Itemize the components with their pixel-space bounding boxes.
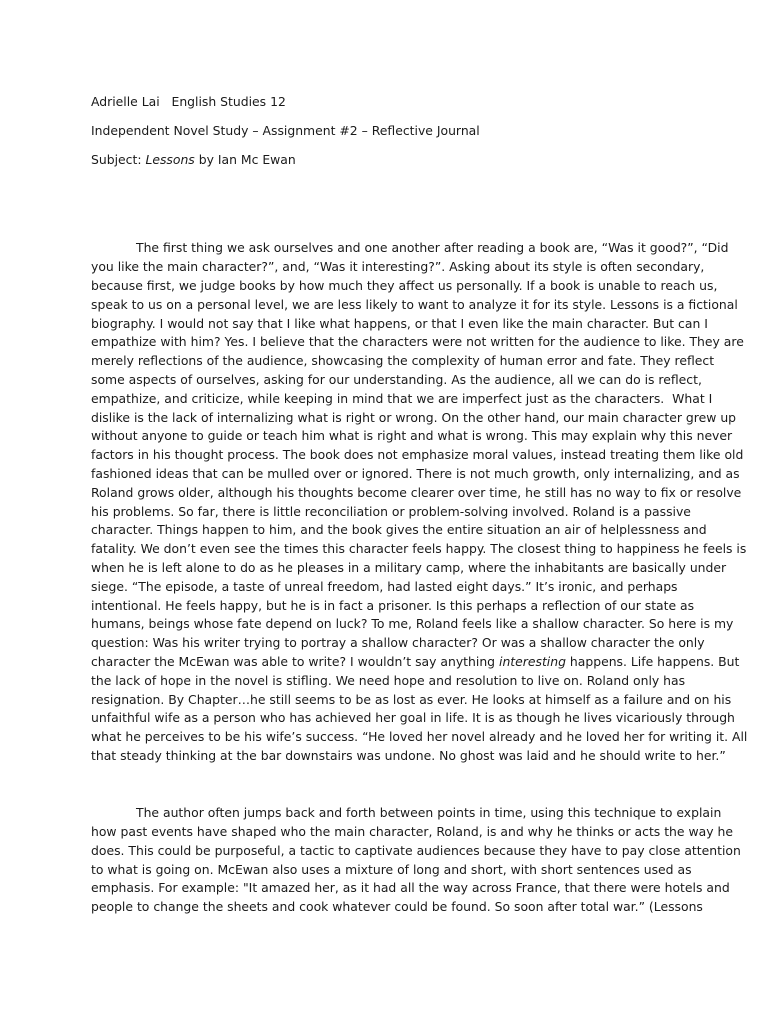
- paragraph-line: emphasis. For example: "It amazed her, as it had all the way across France, that there were hotels and: [91, 880, 730, 895]
- line-text: happens. Life happens. But: [565, 654, 740, 669]
- paragraph-line: what he perceives to be his wife’s success. “He loved her novel already and he loved her for writing it. All: [91, 729, 748, 744]
- subject-prefix: Subject:: [91, 152, 146, 167]
- paragraph-line: empathize, and criticize, while keeping in mind that we are imperfect just as the characters. What I: [91, 391, 713, 406]
- paragraph-line: humans, beings whose fate depend on luck? To me, Roland feels like a shallow character. So here is my: [91, 616, 734, 631]
- paragraph-line: question: Was his writer trying to portray a shallow character? Or was a shallow character the only: [91, 635, 705, 650]
- paragraph-line: The first thing we ask ourselves and one another after reading a book are, “Was it good?”, “Did: [136, 240, 729, 255]
- paragraph-line: how past events have shaped who the main character, Roland, is and why he thinks or acts the way he: [91, 824, 733, 839]
- subject-title: Lessons: [145, 152, 195, 167]
- italic-word: interesting: [499, 654, 566, 669]
- paragraph-line: some aspects of ourselves, asking for our understanding. As the audience, all we can do is reflect,: [91, 372, 702, 387]
- paragraph-line: does. This could be purposeful, a tactic to captivate audiences because they have to pay close attention: [91, 843, 741, 858]
- paragraph-line: his problems. So far, there is little reconciliation or problem-solving involved. Roland is a passive: [91, 504, 691, 519]
- author-line: Adrielle Lai English Studies 12: [91, 94, 286, 109]
- paragraph-line: when he is left alone to do as he pleases in a military camp, where the inhabitants are basically under: [91, 560, 727, 575]
- paragraph-line: without anyone to guide or teach him what is right and what is wrong. This may explain why this never: [91, 428, 733, 443]
- paragraph-line: biography. I would not say that I like what happens, or that I even like the main character. But can I: [91, 316, 708, 331]
- subject-line: [91, 151, 296, 169]
- paragraph-line: dislike is the lack of internalizing what is right or wrong. On the other hand, our main character grew up: [91, 410, 737, 425]
- paragraph-line: people to change the sheets and cook whatever could be found. So soon after total war.” (Lessons: [91, 899, 703, 914]
- paragraph-line: The author often jumps back and forth between points in time, using this technique to explain: [136, 805, 722, 820]
- paragraph-line: resignation. By Chapter…he still seems to be as lost as ever. He looks at himself as a failure and on his: [91, 692, 732, 707]
- paragraph-line: you like the main character?”, and, “Was it interesting?”. Asking about its style is often secondary,: [91, 259, 705, 274]
- paragraph-line: unfaithful wife as a person who has achieved her goal in life. It is as though he lives vicariously through: [91, 710, 735, 725]
- paragraph-line: fatality. We don’t even see the times this character feels happy. The closest thing to happiness he feels is: [91, 541, 747, 556]
- assignment-line: Independent Novel Study – Assignment #2 – Reflective Journal: [91, 123, 480, 138]
- paragraph-line: Roland grows older, although his thoughts become clearer over time, he still has no way to fix or resolve: [91, 485, 742, 500]
- line-text: character the McEwan was able to write? I wouldn’t say anything: [91, 654, 499, 669]
- subject-suffix: by Ian Mc Ewan: [194, 152, 296, 167]
- paragraph-line: because first, we judge books by how much they affect us personally. If a book is unable to reach us,: [91, 278, 718, 293]
- paragraph-line: intentional. He feels happy, but he is in fact a prisoner. Is this perhaps a reflection of our state as: [91, 598, 695, 613]
- paragraph-line: [91, 653, 739, 671]
- paragraph-line: merely reflections of the audience, showcasing the complexity of human error and fate. They reflect: [91, 353, 715, 368]
- paragraph-line: the lack of hope in the novel is stifling. We need hope and resolution to live on. Roland only has: [91, 673, 686, 688]
- paragraph-line: speak to us on a personal level, we are less likely to want to analyze it for its style. Lessons is a fictional: [91, 297, 738, 312]
- paragraph-line: fashioned ideas that can be mulled over or ignored. There is not much growth, only internalizing, and as: [91, 466, 740, 481]
- paragraph-line: empathize with him? Yes. I believe that the characters were not written for the audience to like. They are: [91, 334, 744, 349]
- paragraph-line: factors in his thought process. The book does not emphasize moral values, instead treating them like old: [91, 447, 744, 462]
- paragraph-line: character. Things happen to him, and the book gives the entire situation an air of helplessness and: [91, 522, 707, 537]
- paragraph-line: to what is going on. McEwan also uses a mixture of long and short, with short sentences used as: [91, 862, 692, 877]
- paragraph-line: siege. “The episode, a taste of unreal freedom, had lasted eight days.” It’s ironic, and perhaps: [91, 579, 678, 594]
- paragraph-line: that steady thinking at the bar downstairs was undone. No ghost was laid and he should write to her.”: [91, 748, 726, 763]
